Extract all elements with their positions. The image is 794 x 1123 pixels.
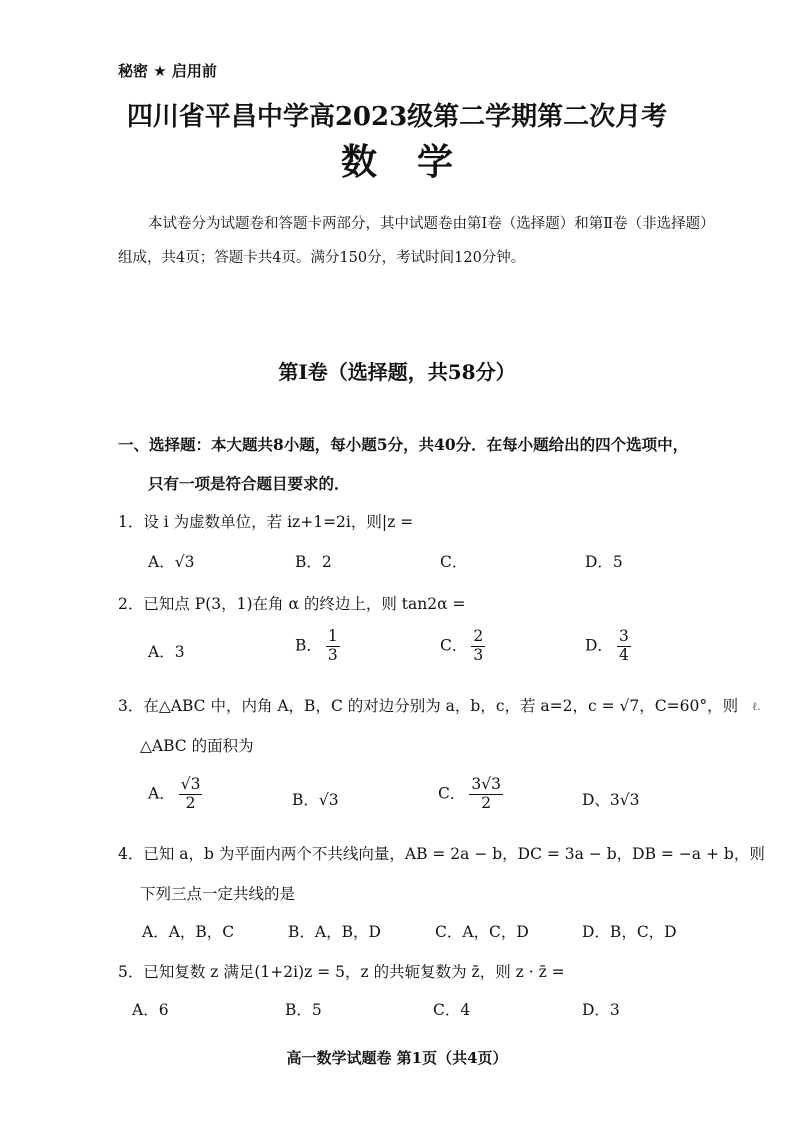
q3-option-a-label: A． — [148, 784, 175, 803]
fraction-numerator: 3 — [618, 627, 629, 645]
q3-option-a-fraction — [179, 776, 203, 813]
q5-option-b: B．5 — [285, 1001, 322, 1019]
fraction-denominator: 3 — [327, 645, 338, 664]
q4-option-c: C．A，C，D — [435, 923, 529, 941]
q4-option-d: D．B，C，D — [582, 923, 677, 941]
q2-option-b — [295, 628, 340, 665]
fraction-numerator: 1 — [327, 627, 338, 645]
q3-stem: 3．在△ABC 中，内角 A，B，C 的对边分别为 a，b，c，若 a=2，c = √7，C=60°，则 — [118, 697, 739, 715]
fraction-numerator: √3 — [180, 775, 201, 793]
fraction-numerator: 2 — [473, 627, 484, 645]
q2-option-d-label: D． — [585, 636, 613, 655]
q2-option-b-fraction — [326, 628, 340, 665]
exam-title: 四川省平昌中学高2023级第二学期第二次月考 — [126, 102, 668, 132]
q3-option-c-fraction — [469, 776, 503, 813]
q3-option-d: D、3√3 — [582, 791, 640, 809]
q4-stem-line2: 下列三点一定共线的是 — [140, 885, 296, 903]
q5-stem: 5．已知复数 z 满足(1+2i)z = 5，z 的共轭复数为 z̄，则 z · z̄ = — [118, 963, 565, 981]
q2-option-d-fraction — [617, 628, 631, 665]
q4-stem: 4．已知 a，b 为平面内两个不共线向量，AB = 2a − b，DC = 3a − b，DB = −a + b，则 — [118, 845, 765, 863]
q1-option-a: A．√3 — [148, 553, 195, 571]
q3-option-c — [438, 776, 503, 813]
q2-option-c-label: C． — [440, 636, 468, 655]
fraction-denominator: 3 — [473, 645, 484, 664]
part1-title: 第Ⅰ卷（选择题，共58分） — [278, 360, 516, 384]
fraction-denominator: 2 — [481, 793, 492, 812]
q5-option-d: D．3 — [582, 1001, 620, 1019]
q2-option-d — [585, 628, 631, 665]
fraction-denominator: 4 — [618, 645, 629, 664]
fraction-numerator: 3√3 — [471, 775, 501, 793]
q1-option-c: C． — [440, 553, 468, 571]
q4-option-b: B．A，B，D — [288, 923, 381, 941]
q3-stem-line2: △ABC 的面积为 — [140, 737, 254, 755]
page-footer: 高一数学试题卷 第1页（共4页） — [286, 1049, 508, 1067]
q5-option-a: A．6 — [132, 1001, 169, 1019]
q1-stem: 1．设 i 为虚数单位，若 iz+1=2i，则|z = — [118, 513, 414, 531]
section1-instructions-line1: 一、选择题：本大题共8小题，每小题5分，共40分．在每小题给出的四个选项中， — [118, 435, 689, 454]
q2-option-a: A．3 — [148, 643, 185, 661]
q3-option-b: B．√3 — [292, 791, 339, 809]
q2-option-b-label: B． — [295, 636, 322, 655]
q2-stem: 2．已知点 P(3，1)在角 α 的终边上，则 tan2α = — [118, 595, 466, 613]
fraction-denominator: 2 — [185, 793, 196, 812]
q4-option-a: A．A，B，C — [142, 923, 235, 941]
q3-option-c-label: C． — [438, 784, 466, 803]
exam-intro: 本试卷分为试题卷和答题卡两部分，其中试题卷由第Ⅰ卷（选择题）和第Ⅱ卷（非选择题）组成，共4页；答题卡共4页。满分150分，考试时间120分钟。 — [118, 216, 715, 266]
q2-option-c-fraction — [471, 628, 485, 665]
secret-label: 秘密 ★ 启用前 — [118, 62, 217, 80]
section1-instructions-line2: 只有一项是符合题目要求的． — [148, 474, 350, 493]
q1-option-d: D．5 — [585, 553, 623, 571]
subject-title: 数学 — [340, 141, 493, 183]
q2-option-c — [440, 628, 485, 665]
q1-option-b: B．2 — [295, 553, 332, 571]
q5-option-c: C．4 — [433, 1001, 471, 1019]
q3-option-a — [148, 776, 202, 813]
margin-mark: ℓ. — [752, 700, 761, 713]
